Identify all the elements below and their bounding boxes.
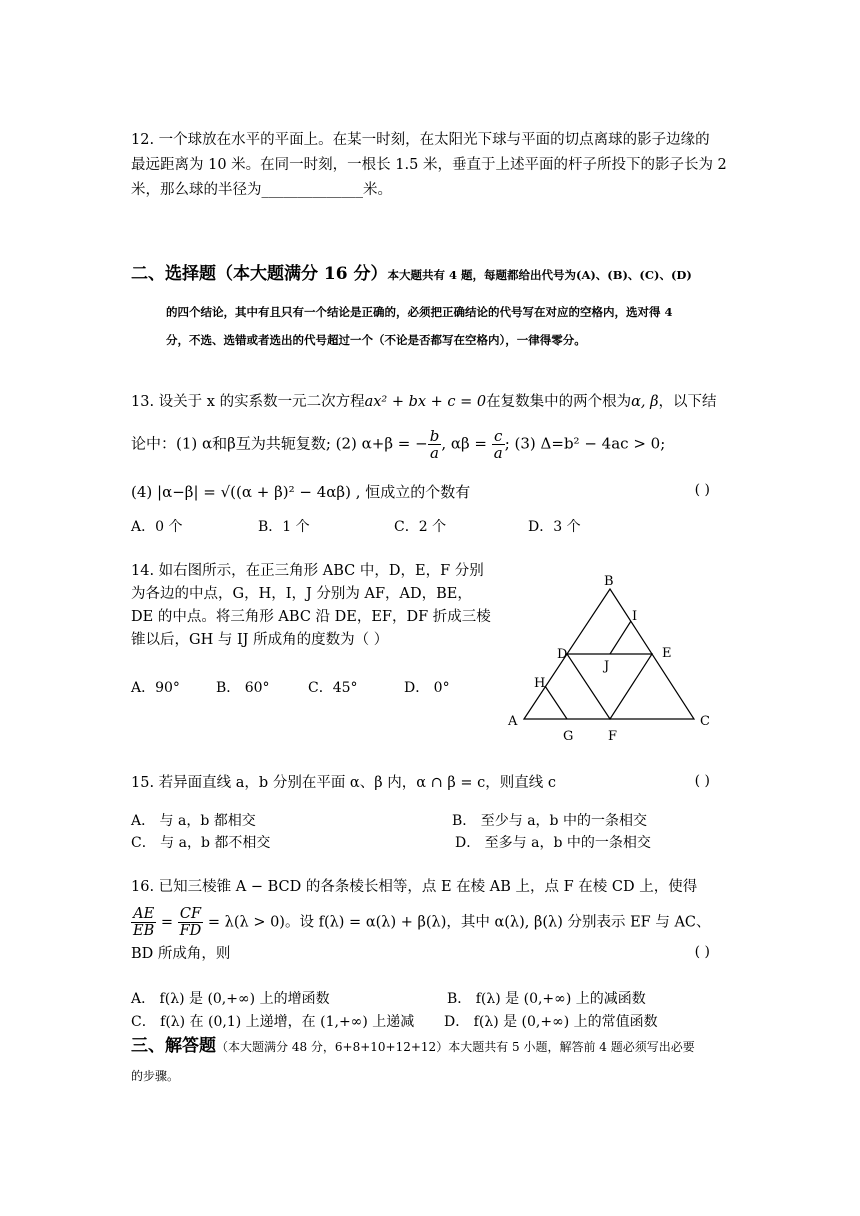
q14-option-a: A．90° <box>131 680 180 696</box>
q13-text-1b: 在复数集中的两个根为 <box>486 394 632 410</box>
q16-frac2-den: FD <box>179 923 202 939</box>
label-h: H <box>534 676 546 691</box>
label-g: G <box>563 729 574 744</box>
q14-line-1: 14. 如右图所示，在正三角形 ABC 中，D，E，F 分别 <box>131 563 484 579</box>
q16-option-a: A． f(λ) 是 (0,+∞) 上的增函数 <box>131 991 330 1007</box>
q16-option-b: B． f(λ) 是 (0,+∞) 上的减函数 <box>447 991 646 1007</box>
q15-option-d: D． 至多与 a，b 中的一条相交 <box>455 835 651 851</box>
q13-fraction-c-a <box>492 428 505 461</box>
q16-option-d: D． f(λ) 是 (0,+∞) 上的常值函数 <box>444 1014 658 1030</box>
q15-option-c: C． 与 a，b 都不相交 <box>131 835 271 851</box>
section-3-note-1: （本大题满分 48 分，6+8+10+12+12）本大题共有 5 小题，解答前 4 题必须写出必要 <box>216 1040 695 1054</box>
q12-line-1: 12. 一个球放在水平的平面上。在某一时刻，在太阳光下球与平面的切点离球的影子边缘的 <box>131 132 710 148</box>
q13-frac1-num: b <box>429 427 440 445</box>
q14-option-c: C．45° <box>308 680 358 696</box>
q16-line-2: $\frac{AE}{EB}$ = $\frac{CF}{FD}$ = λ(λ > 0)。设 f(λ) = α(λ) + β(λ)，其中 α(λ), β(λ) 分别表示 EF 与 AC、 <box>133 906 711 939</box>
q14-option-b: B． 60° <box>216 680 270 696</box>
q13-option-a: A．0 个 <box>131 519 183 535</box>
q16-line-3: BD 所成角，则 <box>131 946 231 962</box>
q16-frac1-den: EB <box>133 923 155 939</box>
section-2-note-3: 分，不选、选错或者选出的代号超过一个（不论是否都写在空格内），一律得零分。 <box>166 333 586 347</box>
label-a: A <box>508 714 518 729</box>
q13-option-b: B．1 个 <box>258 519 310 535</box>
q13-answer-paren: ( ) <box>694 482 710 498</box>
q15-option-a: A． 与 a，b 都相交 <box>131 813 256 829</box>
q14-line-4: 锥以后，GH 与 IJ 所成角的度数为（ ） <box>131 632 389 648</box>
q13-fraction-b-a <box>428 428 442 461</box>
label-b: B <box>604 574 614 589</box>
q13-text-1a: 13. 设关于 x 的实系数一元二次方程 <box>131 394 365 410</box>
label-i: I <box>632 609 638 624</box>
segment-hg <box>545 686 567 719</box>
section-2-header <box>131 264 692 285</box>
q13-frac1-den: a <box>430 444 439 462</box>
q16-text-2: = λ(λ > 0)。设 f(λ) = α(λ) + β(λ)，其中 α(λ), β(λ) 分别表示 EF 与 AC、 <box>203 914 711 931</box>
q16-answer-paren: ( ) <box>694 944 710 960</box>
label-f: F <box>608 729 618 744</box>
q16-frac2-num: CF <box>178 906 204 923</box>
q12-line-2: 最远距离为 10 米。在同一时刻，一根长 1.5 米，垂直于上述平面的杆子所投下的影子长为 2 <box>131 157 727 173</box>
q13-frac2-num: c <box>492 428 505 445</box>
q16-fraction-cf-fd <box>178 906 204 939</box>
section-2-note-2: 的四个结论，其中有且只有一个结论是正确的，必须把正确结论的代号写在对应的空格内，选对得 4 <box>166 305 673 319</box>
q15-option-b: B． 至少与 a，b 中的一条相交 <box>452 813 647 829</box>
q13-text-2b: ; (3) Δ=b² − 4ac > 0; <box>504 434 666 453</box>
label-d: D <box>557 647 568 662</box>
q15-answer-paren: ( ) <box>694 773 710 789</box>
section-3-header <box>131 1036 695 1057</box>
q13-line-2 <box>131 428 665 461</box>
segment-ij <box>610 621 631 654</box>
q14-option-d: D． 0° <box>404 680 450 696</box>
q13-option-c: C．2 个 <box>394 519 447 535</box>
q12-line-3: 米，那么球的半径为______________米。 <box>131 182 392 198</box>
label-j: J <box>604 659 610 674</box>
section-3-note-2: 的步骤。 <box>131 1069 180 1083</box>
q13-roots: α, β <box>631 394 659 410</box>
label-c: C <box>700 714 710 729</box>
section-2-note-1: 本大题共有 4 题，每题都给出代号为(A)、(B)、(C)、(D) <box>387 268 692 282</box>
q15-line: 15. 若异面直线 a，b 分别在平面 α、β 内，α ∩ β = c，则直线 c <box>131 775 556 791</box>
q14-line-3: DE 的中点。将三角形 ABC 沿 DE，EF，DF 折成三棱 <box>131 609 491 625</box>
q13-text-2a: 论中：(1) α和β互为共轭复数; (2) α+β = − <box>131 434 428 453</box>
q16-line-1: 16. 已知三棱锥 A − BCD 的各条棱长相等，点 E 在棱 AB 上，点 F 在棱 CD 上，使得 <box>131 879 698 895</box>
q16-frac1-num: AE <box>131 906 156 923</box>
q13-frac2-den: a <box>493 444 503 462</box>
section-3-title: 三、解答题 <box>131 1036 216 1056</box>
q13-text-1c: ，以下结 <box>658 394 717 410</box>
q13-option-d: D．3 个 <box>528 519 581 535</box>
triangle-def <box>567 654 652 719</box>
section-2-title: 二、选择题（本大题满分 16 分） <box>131 264 388 284</box>
triangle-figure <box>500 570 720 750</box>
q13-equation: ax² + bx + c = 0 <box>364 394 487 410</box>
q16-option-c: C． f(λ) 在 (0,1) 上递增，在 (1,+∞) 上递减 <box>131 1014 415 1030</box>
q13-line-3: (4) |α−β| = √((α + β)² − 4αβ) , 恒成立的个数有 <box>131 483 471 501</box>
q13-line-1 <box>131 392 717 412</box>
q14-line-2: 为各边的中点，G，H，I，J 分别为 AF，AD，BE， <box>131 586 472 602</box>
q16-fraction-ae-eb <box>131 906 156 939</box>
q13-text-mid: , αβ = <box>441 434 492 453</box>
label-e: E <box>662 646 672 661</box>
